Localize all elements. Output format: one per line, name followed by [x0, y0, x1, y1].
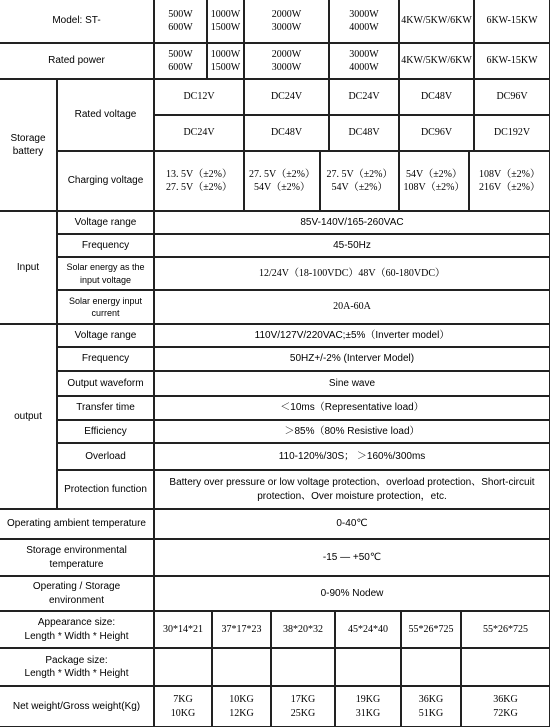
- package-cell: [212, 648, 271, 686]
- model-label: Model: ST-: [0, 0, 154, 43]
- environment-value: 0-90% Nodew: [154, 576, 550, 611]
- rated-voltage-cell: DC48V: [329, 115, 399, 151]
- rated-power-cell: 1000W 1500W: [207, 43, 244, 79]
- package-cell: [401, 648, 461, 686]
- rated-voltage-cell: DC48V: [399, 79, 474, 115]
- operating-temp-label: Operating ambient temperature: [0, 509, 154, 539]
- weight-cell: 7KG 10KG: [154, 686, 212, 727]
- input-voltage-range-value: 85V-140V/165-260VAC: [154, 211, 550, 234]
- storage-battery-group-label: Storage battery: [0, 79, 57, 211]
- weight-cell: 10KG 12KG: [212, 686, 271, 727]
- rated-power-cell: 3000W 4000W: [329, 43, 399, 79]
- solar-current-label: Solar energy input current: [57, 290, 154, 324]
- transfer-time-label: Transfer time: [57, 396, 154, 420]
- charging-voltage-cell: 27. 5V（±2%） 54V（±2%）: [244, 151, 320, 211]
- charging-voltage-cell: 54V（±2%） 108V（±2%）: [399, 151, 469, 211]
- input-frequency-label: Frequency: [57, 234, 154, 257]
- weight-cell: 36KG 51KG: [401, 686, 461, 727]
- appearance-cell: 30*14*21: [154, 611, 212, 648]
- rated-voltage-cell: DC24V: [244, 79, 329, 115]
- efficiency-label: Efficiency: [57, 420, 154, 443]
- output-voltage-range-value: 110V/127V/220VAC;±5%（Inverter model）: [154, 324, 550, 347]
- appearance-cell: 55*26*725: [461, 611, 550, 648]
- appearance-label: Appearance size: Length * Width * Height: [0, 611, 154, 648]
- rated-voltage-label: Rated voltage: [57, 79, 154, 151]
- protection-value: Battery over pressure or low voltage protection、overload protection、Short-circuit protection、Over moisture protection，etc.: [154, 470, 550, 509]
- overload-value: 110-120%/30S； ＞160%/300ms: [154, 443, 550, 470]
- package-cell: [335, 648, 401, 686]
- storage-temp-value: -15 — +50℃: [154, 539, 550, 576]
- model-cell: 6KW-15KW: [474, 0, 550, 43]
- rated-power-cell: 500W 600W: [154, 43, 207, 79]
- model-cell: 4KW/5KW/6KW: [399, 0, 474, 43]
- model-cell: 1000W 1500W: [207, 0, 244, 43]
- appearance-cell: 38*20*32: [271, 611, 335, 648]
- output-group-label: output: [0, 324, 57, 509]
- output-frequency-value: 50HZ+/-2% (Interver Model): [154, 347, 550, 371]
- package-label: Package size: Length * Width * Height: [0, 648, 154, 686]
- overload-label: Overload: [57, 443, 154, 470]
- rated-voltage-cell: DC192V: [474, 115, 550, 151]
- weight-label: Net weight/Gross weight(Kg): [0, 686, 154, 727]
- transfer-time-value: ＜10ms（Representative load）: [154, 396, 550, 420]
- rated-power-cell: 2000W 3000W: [244, 43, 329, 79]
- charging-voltage-cell: 13. 5V（±2%） 27. 5V（±2%）: [154, 151, 244, 211]
- rated-voltage-cell: DC24V: [329, 79, 399, 115]
- output-waveform-label: Output waveform: [57, 371, 154, 396]
- charging-voltage-cell: 27. 5V（±2%） 54V（±2%）: [320, 151, 399, 211]
- solar-voltage-label: Solar energy as the input voltage: [57, 257, 154, 290]
- model-cell: 3000W 4000W: [329, 0, 399, 43]
- rated-voltage-cell: DC48V: [244, 115, 329, 151]
- efficiency-value: ＞85%（80% Resistive load）: [154, 420, 550, 443]
- package-cell: [154, 648, 212, 686]
- environment-label: Operating / Storage environment: [0, 576, 154, 611]
- rated-voltage-cell: DC24V: [154, 115, 244, 151]
- charging-voltage-cell: 108V（±2%） 216V（±2%）: [469, 151, 550, 211]
- weight-cell: 19KG 31KG: [335, 686, 401, 727]
- output-frequency-label: Frequency: [57, 347, 154, 371]
- model-cell: 2000W 3000W: [244, 0, 329, 43]
- rated-power-cell: 6KW-15KW: [474, 43, 550, 79]
- rated-power-cell: 4KW/5KW/6KW: [399, 43, 474, 79]
- solar-voltage-value: 12/24V（18-100VDC）48V（60-180VDC）: [154, 257, 550, 290]
- storage-temp-label: Storage environmental temperature: [0, 539, 154, 576]
- charging-voltage-label: Charging voltage: [57, 151, 154, 211]
- weight-cell: 17KG 25KG: [271, 686, 335, 727]
- appearance-cell: 37*17*23: [212, 611, 271, 648]
- rated-voltage-cell: DC96V: [474, 79, 550, 115]
- input-group-label: Input: [0, 211, 57, 324]
- rated-voltage-cell: DC12V: [154, 79, 244, 115]
- solar-current-value: 20A-60A: [154, 290, 550, 324]
- input-frequency-value: 45-50Hz: [154, 234, 550, 257]
- rated-voltage-cell: DC96V: [399, 115, 474, 151]
- appearance-cell: 55*26*725: [401, 611, 461, 648]
- package-cell: [461, 648, 550, 686]
- output-voltage-range-label: Voltage range: [57, 324, 154, 347]
- package-cell: [271, 648, 335, 686]
- model-cell: 500W 600W: [154, 0, 207, 43]
- protection-label: Protection function: [57, 470, 154, 509]
- operating-temp-value: 0-40℃: [154, 509, 550, 539]
- appearance-cell: 45*24*40: [335, 611, 401, 648]
- rated-power-label: Rated power: [0, 43, 154, 79]
- weight-cell: 36KG 72KG: [461, 686, 550, 727]
- input-voltage-range-label: Voltage range: [57, 211, 154, 234]
- output-waveform-value: Sine wave: [154, 371, 550, 396]
